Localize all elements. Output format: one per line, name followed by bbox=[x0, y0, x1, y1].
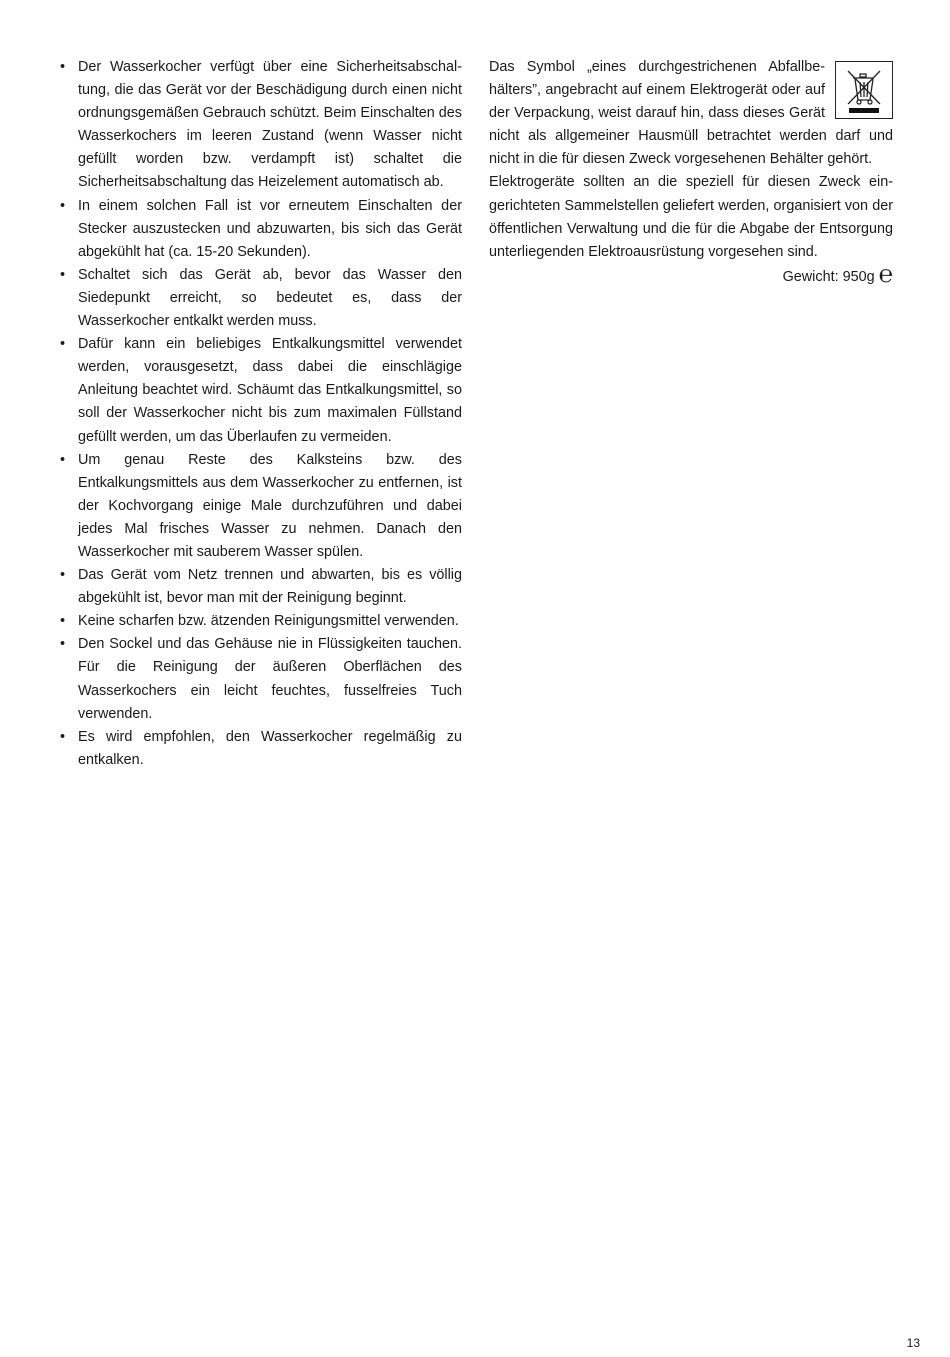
weight-text: Gewicht: 950g bbox=[782, 268, 875, 285]
bullet-icon: • bbox=[60, 567, 66, 584]
list-item-text: Dafür kann ein beliebiges Entkalkungsmittel verwendet werden, vorausgesetzt, dass dabei die einschlägige Anleitung beachtet wird. Schäumt das Entkalkungsmittel, so soll der Wasserkocher nicht bis zum maximalen Füllstand gefüllt werden, um das Überlaufen zu vermeiden. bbox=[78, 336, 462, 445]
safety-shutoff-list bbox=[58, 56, 462, 264]
bullet-icon: • bbox=[60, 613, 66, 630]
list-item-text: Den Sockel und das Gehäuse nie in Flüssigkeiten tauchen. Für die Reinigung der äußeren Oberflächen des Wasserkochers ein leicht feuchtes, fusselfreies Tuch verwenden. bbox=[78, 636, 462, 722]
bullet-icon: • bbox=[60, 197, 66, 214]
descaling-list bbox=[58, 264, 462, 564]
list-item bbox=[58, 56, 462, 195]
list-item-text: Es wird empfohlen, den Wasserkocher regelmäßig zu entkalken. bbox=[78, 728, 462, 768]
right-column bbox=[489, 56, 893, 289]
list-item-text: Keine scharfen bzw. ätzenden Reinigungsmittel verwenden. bbox=[78, 613, 459, 630]
weee-symbol-svg bbox=[841, 66, 887, 114]
list-item-text: Der Wasserkocher verfügt über eine Sicherheitsabschaltung, die das Gerät vor der Beschädigung durch einen nicht ordnungsgemäßen Gebrauch schützt. Beim Einschalten des Wasserkochers im leeren Zustand (wenn Wasser nicht gefüllt worden bzw. verdampft ist) schaltet die Sicherheitsabschaltung das Heizelement automatisch ab. bbox=[78, 59, 462, 191]
estimated-sign-icon: ℮ bbox=[878, 259, 893, 288]
list-item-text: Um genau Reste des Kalksteins bzw. des Entkalkungsmittels aus dem Wasserkocher zu entfernen, ist der Kochvorgang einige Male durchzuführen und dabei jedes Mal frisches Wasser zu nehmen. Danach den Wasserkocher mit sauberem Wasser spülen. bbox=[78, 451, 462, 560]
list-item bbox=[58, 610, 462, 633]
disposal-paragraph: Das Symbol „eines durchgestrichenen Abfallbehälters”, angebracht auf einem Elektrogerät oder auf der Verpackung, weist darauf hin, dass dieses Gerät nicht als allgemeiner Hausmüll betrachtet werden darf und nicht in die für diesen Zweck vorgesehenen Behälter gehört. bbox=[489, 59, 893, 168]
list-item-text: Das Gerät vom Netz trennen und abwarten, bis es völlig abgekühlt ist, bevor man mit der Reinigung beginnt. bbox=[78, 567, 462, 607]
crossed-out-wheelie-bin-icon bbox=[835, 61, 893, 119]
cleaning-list bbox=[58, 564, 462, 772]
list-item-text: Schaltet sich das Gerät ab, bevor das Wasser den Siedepunkt erreicht, so bedeutet es, dass der Wasserkocher entkalkt werden muss. bbox=[78, 266, 462, 330]
weight-line bbox=[489, 259, 893, 289]
bullet-icon: • bbox=[60, 59, 66, 75]
bullet-icon: • bbox=[60, 451, 66, 468]
bullet-icon: • bbox=[60, 636, 66, 653]
bullet-icon: • bbox=[60, 728, 66, 745]
left-column bbox=[58, 56, 462, 772]
collection-paragraph: Elektrogeräte sollten an die speziell für diesen Zweck eingerichteten Sammelstellen geliefert werden, organisiert von der öffentlichen Verwaltung und die für die Abgabe der Entsorgung unterliegenden Elektroausrüstung vorgesehen sind. bbox=[489, 174, 893, 260]
list-item bbox=[58, 449, 462, 564]
list-item bbox=[58, 564, 462, 610]
list-item bbox=[58, 726, 462, 772]
page-number: 13 bbox=[906, 1336, 920, 1350]
list-item bbox=[58, 633, 462, 725]
list-item bbox=[58, 195, 462, 264]
list-item bbox=[58, 264, 462, 333]
bullet-icon: • bbox=[60, 336, 66, 353]
list-item bbox=[58, 333, 462, 448]
bullet-icon: • bbox=[60, 266, 66, 283]
list-item-text: In einem solchen Fall ist vor erneutem Einschalten der Stecker auszustecken und abzuwarten, bis sich das Gerät abgekühlt hat (ca. 15-20 Sekunden). bbox=[78, 197, 462, 260]
